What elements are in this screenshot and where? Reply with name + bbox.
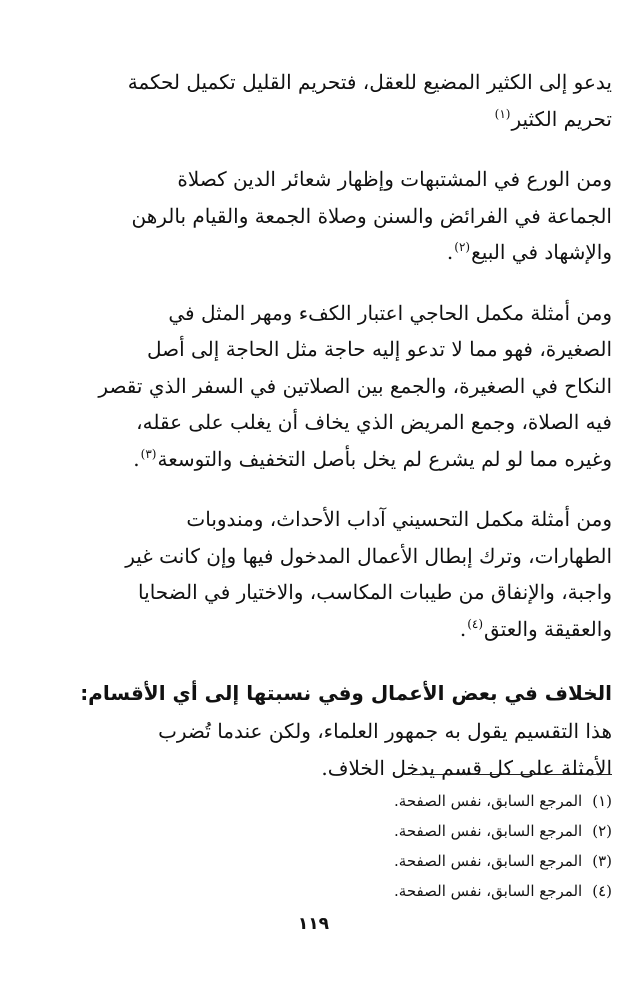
page-number: ١١٩: [297, 914, 330, 934]
footnote-1: [66, 786, 612, 816]
footnote-ref-2: (٢): [454, 240, 471, 255]
paragraph-3: [66, 295, 612, 478]
paragraph-4-line-2: الطهارات، وترك إبطال الأعمال المدخول فيها وإن كانت غير: [125, 543, 612, 568]
paragraph-3-line-3: النكاح في الصغيرة، والجمع بين الصلاتين في السفر الذي تقصر: [98, 373, 612, 398]
section-paragraph-line-2: الأمثلة على كل قسم يدخل الخلاف.: [321, 755, 612, 780]
paragraph-1-line-1: يدعو إلى الكثير المضيع للعقل، فتحريم القليل تكميل لحكمة: [127, 70, 612, 94]
footnote-4: [66, 876, 612, 906]
paragraph-2: [66, 161, 612, 271]
footnote-2: [66, 816, 612, 846]
footnote-number: (٤): [592, 882, 612, 900]
footnote-text: المرجع السابق، نفس الصفحة.: [394, 792, 583, 810]
footnote-text: المرجع السابق، نفس الصفحة.: [394, 852, 583, 870]
footnotes-list: [66, 786, 612, 906]
paragraph-3-line-1: ومن أمثلة مكمل الحاجي اعتبار الكفء ومهر المثل في: [168, 300, 612, 325]
paragraph-3-line-2: الصغيرة، فهو مما لا تدعو إليه حاجة مثل الحاجة إلى أصل: [146, 337, 612, 361]
paragraph-3-tail: .: [133, 446, 140, 471]
paragraph-4-line-3: واجبة، والإنفاق من طيبات المكاسب، والاختيار في الضحايا: [138, 580, 612, 604]
footnote-number: (٢): [592, 822, 612, 840]
footnote-ref-3: (٣): [140, 446, 157, 461]
footnote-number: (٣): [592, 852, 612, 870]
paragraph-2-tail: .: [446, 240, 454, 264]
paragraph-3-line-5: وغيره مما لو لم يشرع لم يخل بأصل التخفيف والتوسعة: [157, 446, 612, 471]
footnote-ref-4: (٤): [467, 616, 484, 631]
paragraph-4-line-4: والعقيقة والعتق: [484, 616, 612, 641]
page-body: [66, 64, 612, 900]
paragraph-4: [66, 501, 612, 647]
section-heading: الخلاف في بعض الأعمال وفي نسبتها إلى أي الأقسام:: [80, 681, 612, 705]
footnote-3: [66, 846, 612, 876]
section-paragraph-line-1: هذا التقسيم يقول به جمهور العلماء، ولكن عندما تُضرب: [158, 719, 612, 743]
footnote-divider: [412, 774, 612, 775]
footnote-ref-1: (١): [494, 106, 511, 121]
paragraph-2-line-2: الجماعة في الفرائض والسنن وصلاة الجمعة والقيام بالرهن: [131, 203, 612, 228]
paragraph-1: [66, 64, 612, 137]
paragraph-1-line-2: تحريم الكثير: [511, 106, 612, 131]
footnote-text: المرجع السابق، نفس الصفحة.: [394, 882, 583, 900]
paragraph-3-line-4: فيه الصلاة، وجمع المريض الذي يخاف أن يغلب على عقله،: [136, 410, 612, 434]
paragraph-2-line-3: والإشهاد في البيع: [471, 240, 612, 264]
paragraph-2-line-1: ومن الورع في المشتبهات وإظهار شعائر الدين كصلاة: [177, 167, 612, 191]
footnote-number: (١): [592, 792, 612, 810]
section-paragraph: [66, 713, 612, 786]
footnote-text: المرجع السابق، نفس الصفحة.: [394, 822, 583, 840]
paragraph-4-line-1: ومن أمثلة مكمل التحسيني آداب الأحداث، ومندوبات: [186, 507, 612, 531]
paragraph-4-tail: .: [459, 616, 467, 641]
